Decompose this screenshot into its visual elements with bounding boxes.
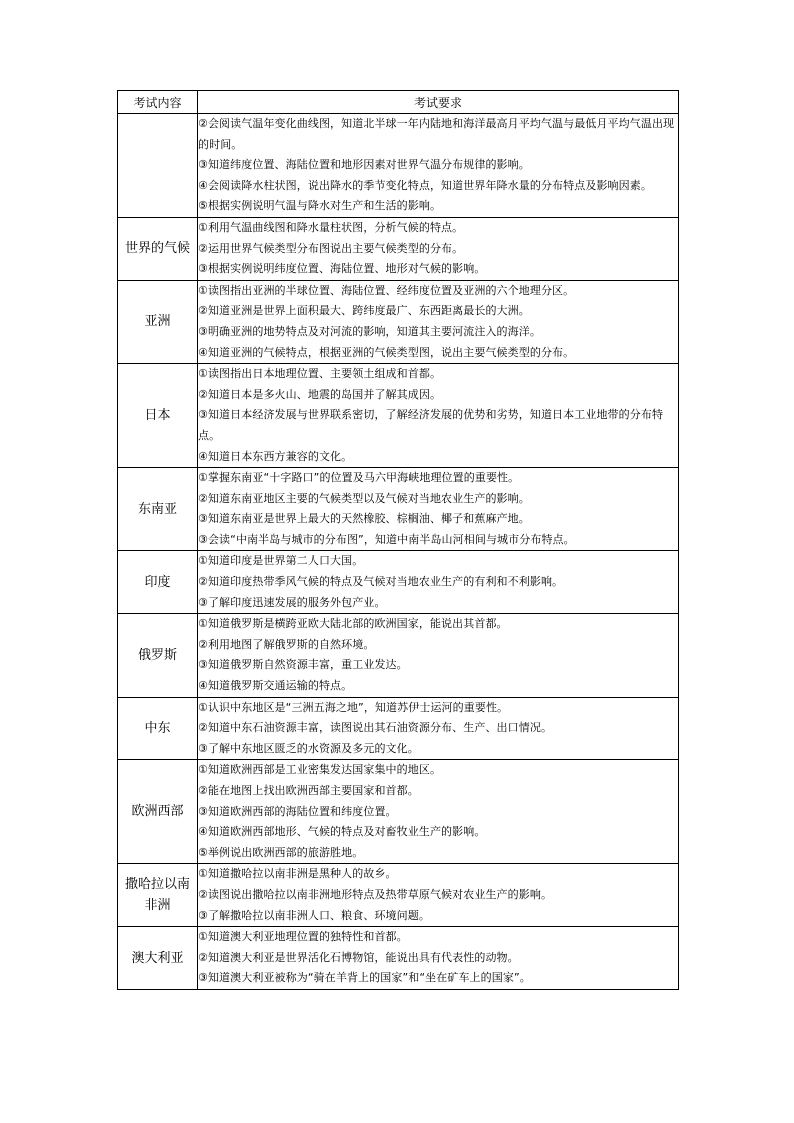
requirement-item: ⑤举例说出欧洲西部的旅游胜地。 [198, 845, 364, 859]
requirement-item: ②能在地图上找出欧洲西部主要国家和首都。 [198, 784, 419, 797]
requirement-item: ③会读“中南半岛与城市的分布图”，知道中南半岛山河相间与城市分布特点。 [198, 532, 575, 546]
requirements-cell [198, 697, 679, 760]
requirement-item: ②知道亚洲是世界上面积最大、跨纬度最广、东西距离最长的大洲。 [198, 304, 530, 318]
requirement-item: ③知道俄罗斯自然资源丰富，重工业发达。 [198, 658, 408, 672]
requirement-item: ③明确亚洲的地势特点及对河流的影响，知道其主要河流注入的海洋。 [198, 324, 541, 338]
requirements-cell [198, 280, 679, 363]
requirement-item: ①知道欧洲西部是工业密集发达国家集中的地区。 [198, 763, 442, 777]
requirements-cell [198, 864, 679, 927]
requirement-item: ②知道澳大利亚是世界活化石博物馆，能说出具有代表性的动物。 [198, 950, 519, 964]
requirement-item: ④会阅读降水柱状图，说出降水的季节变化特点，知道世界年降水量的分布特点及影响因素。 [198, 178, 652, 192]
requirements-cell [198, 614, 679, 697]
requirement-item: ①知道俄罗斯是横跨亚欧大陆北部的欧洲国家，能说出其首都。 [198, 617, 508, 631]
topic-cell [118, 114, 198, 218]
requirements-cell [198, 927, 679, 990]
requirement-item: ③根据实例说明纬度位置、海陆位置、地形对气候的影响。 [198, 262, 486, 276]
requirement-item: ③了解中东地区匮乏的水资源及多元的文化。 [198, 741, 419, 755]
requirements-cell [198, 468, 679, 551]
requirement-item: ②知道东南亚地区主要的气候类型以及气候对当地农业生产的影响。 [198, 491, 530, 505]
table-header-row [118, 91, 679, 114]
exam-requirements-table [117, 90, 679, 990]
table-row [118, 364, 679, 468]
requirements-cell [198, 551, 679, 614]
topic-cell: 世界的气候 [118, 217, 198, 280]
requirement-item: ②知道中东石油资源丰富，读图说出其石油资源分布、生产、出口情况。 [198, 721, 553, 735]
topic-cell: 东南亚 [118, 468, 198, 551]
header-topic: 考试内容 [118, 91, 198, 114]
requirement-item: ④知道亚洲的气候特点，根据亚洲的气候类型图，说出主要气候类型的分布。 [198, 345, 575, 359]
requirement-item: ①认识中东地区是“三洲五海之地”，知道苏伊士运河的重要性。 [198, 700, 509, 714]
requirements-cell [198, 114, 679, 218]
topic-cell: 俄罗斯 [118, 614, 198, 697]
requirements-cell [198, 217, 679, 280]
requirement-item: ①知道印度是世界第二人口大国。 [198, 554, 364, 568]
table-row [118, 217, 679, 280]
table-row [118, 697, 679, 760]
header-requirement: 考试要求 [198, 91, 679, 114]
requirement-item: ②知道日本是多火山、地震的岛国并了解其成因。 [198, 387, 442, 401]
topic-cell: 日本 [118, 364, 198, 468]
requirement-item: ②知道印度热带季风气候的特点及气候对当地农业生产的有利和不利影响。 [198, 575, 564, 589]
table-row [118, 927, 679, 990]
requirement-item: ②运用世界气候类型分布图说出主要气候类型的分布。 [198, 241, 464, 255]
table-row [118, 760, 679, 864]
requirements-cell [198, 760, 679, 864]
requirement-item: ④知道俄罗斯交通运输的特点。 [198, 679, 353, 693]
topic-cell: 澳大利亚 [118, 927, 198, 990]
requirement-item: ③知道纬度位置、海陆位置和地形因素对世界气温分布规律的影响。 [198, 158, 530, 172]
requirement-item: ③了解印度迅速发展的服务外包产业。 [198, 595, 386, 609]
requirement-item: ②会阅读气温年变化曲线图，知道北半球一年内陆地和海洋最高月平均气温与最低月平均气温出现的时间。 [198, 117, 675, 151]
requirement-item: ③知道欧洲西部的海陆位置和纬度位置。 [198, 804, 397, 818]
table-row [118, 614, 679, 697]
requirement-item: ①掌握东南亚“十字路口”的位置及马六甲海峡地理位置的重要性。 [198, 471, 520, 485]
requirement-item: ③知道日本经济发展与世界联系密切，了解经济发展的优势和劣势，知道日本工业地带的分布特点。 [198, 408, 664, 442]
requirement-item: ①读图指出亚洲的半球位置、海陆位置、经纬度位置及亚洲的六个地理分区。 [198, 283, 575, 297]
topic-cell: 印度 [118, 551, 198, 614]
table-row [118, 280, 679, 363]
requirement-item: ①利用气温曲线图和降水量柱状图，分析气候的特点。 [198, 220, 464, 234]
table-row [118, 551, 679, 614]
table-row [118, 864, 679, 927]
requirement-item: ④知道日本东西方兼容的文化。 [198, 449, 353, 463]
requirement-item: ①知道撒哈拉以南非洲是黑种人的故乡。 [198, 867, 397, 881]
table-row [118, 114, 679, 218]
requirement-item: ③知道澳大利亚被称为“骑在羊背上的国家”和“坐在矿车上的国家”。 [198, 971, 531, 985]
topic-cell: 撒哈拉以南非洲 [118, 864, 198, 927]
topic-cell: 亚洲 [118, 280, 198, 363]
requirement-item: ③了解撒哈拉以南非洲人口、粮食、环境问题。 [198, 908, 430, 922]
requirement-item: ①知道澳大利亚地理位置的独特性和首都。 [198, 930, 408, 944]
topic-cell: 欧洲西部 [118, 760, 198, 864]
requirements-cell [198, 364, 679, 468]
requirement-item: ④知道欧洲西部地形、气候的特点及对畜牧业生产的影响。 [198, 825, 486, 839]
topic-cell: 中东 [118, 697, 198, 760]
table-row [118, 468, 679, 551]
requirement-item: ⑤根据实例说明气温与降水对生产和生活的影响。 [198, 199, 442, 213]
requirement-item: ②读图说出撒哈拉以南非洲地形特点及热带草原气候对农业生产的影响。 [198, 887, 553, 901]
requirement-item: ③知道东南亚是世界上最大的天然橡胶、棕榈油、椰子和蕉麻产地。 [198, 512, 530, 526]
requirement-item: ①读图指出日本地理位置、主要领土组成和首都。 [198, 367, 442, 381]
requirement-item: ②利用地图了解俄罗斯的自然环境。 [198, 637, 375, 651]
